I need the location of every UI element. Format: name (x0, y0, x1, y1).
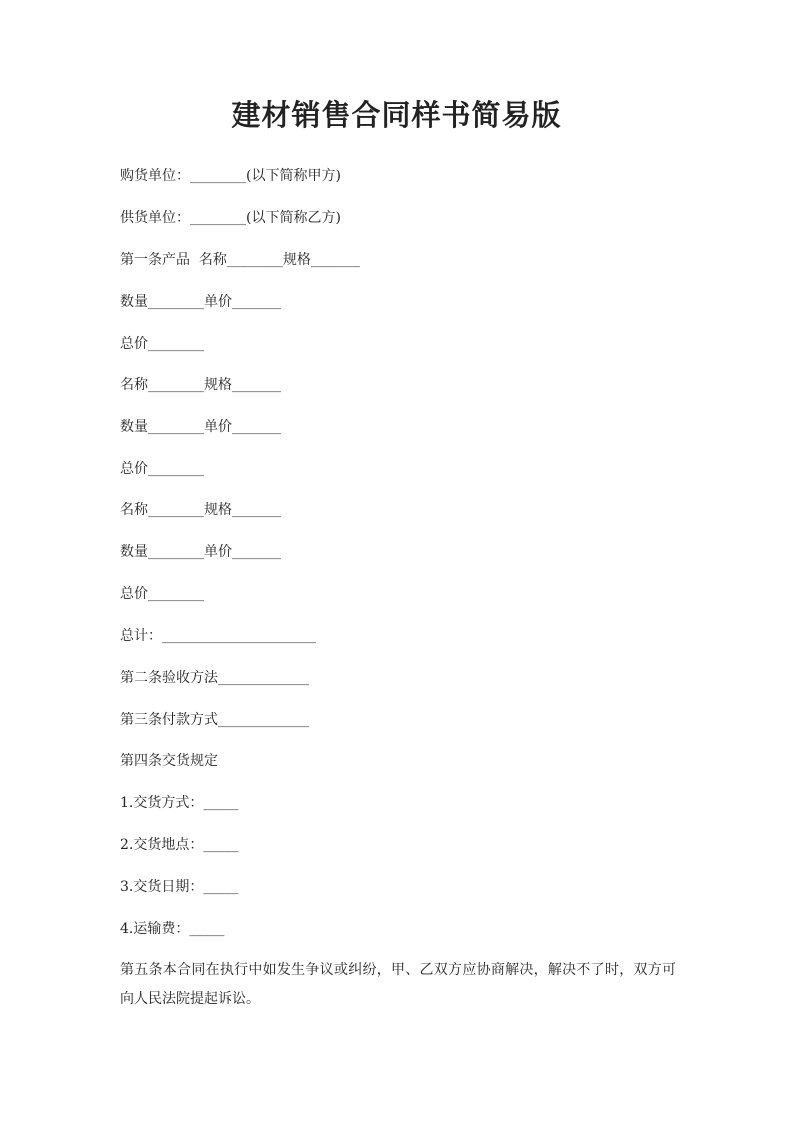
clause1-product-line: 第一条产品 名称________规格_______ (120, 252, 360, 268)
total-price-line-3: 总价________ (120, 586, 204, 602)
delivery-method-line: 1.交货方式：_____ (120, 795, 239, 811)
quantity-price-line-1: 数量________单价_______ (120, 294, 281, 310)
name-spec-line-2: 名称________规格_______ (120, 377, 281, 393)
clause5-paragraph: 第五条本合同在执行中如发生争议或纠纷，甲、乙双方应协商解决，解决不了时，双方可向人民法院提起诉讼。 (120, 962, 676, 1007)
quantity-price-line-2: 数量________单价_______ (120, 419, 281, 435)
delivery-location-line: 2.交货地点：_____ (120, 837, 239, 853)
total-price-line-2: 总价________ (120, 461, 204, 477)
document-title: 建材销售合同样书简易版 (231, 98, 562, 132)
clause3-payment-line: 第三条付款方式_____________ (120, 712, 309, 728)
clause2-inspection-line: 第二条验收方法_____________ (120, 670, 309, 686)
name-spec-line-3: 名称________规格_______ (120, 502, 281, 518)
grand-total-line: 总计：______________________ (120, 628, 316, 644)
clause4-heading: 第四条交货规定 (120, 753, 218, 769)
supplier-line: 供货单位：________(以下简称乙方) (120, 210, 341, 226)
buyer-line: 购货单位：________(以下简称甲方) (120, 168, 341, 184)
total-price-line-1: 总价________ (120, 336, 204, 352)
quantity-price-line-3: 数量________单价_______ (120, 544, 281, 560)
delivery-date-line: 3.交货日期：_____ (120, 879, 239, 895)
transport-fee-line: 4.运输费：_____ (120, 921, 225, 937)
